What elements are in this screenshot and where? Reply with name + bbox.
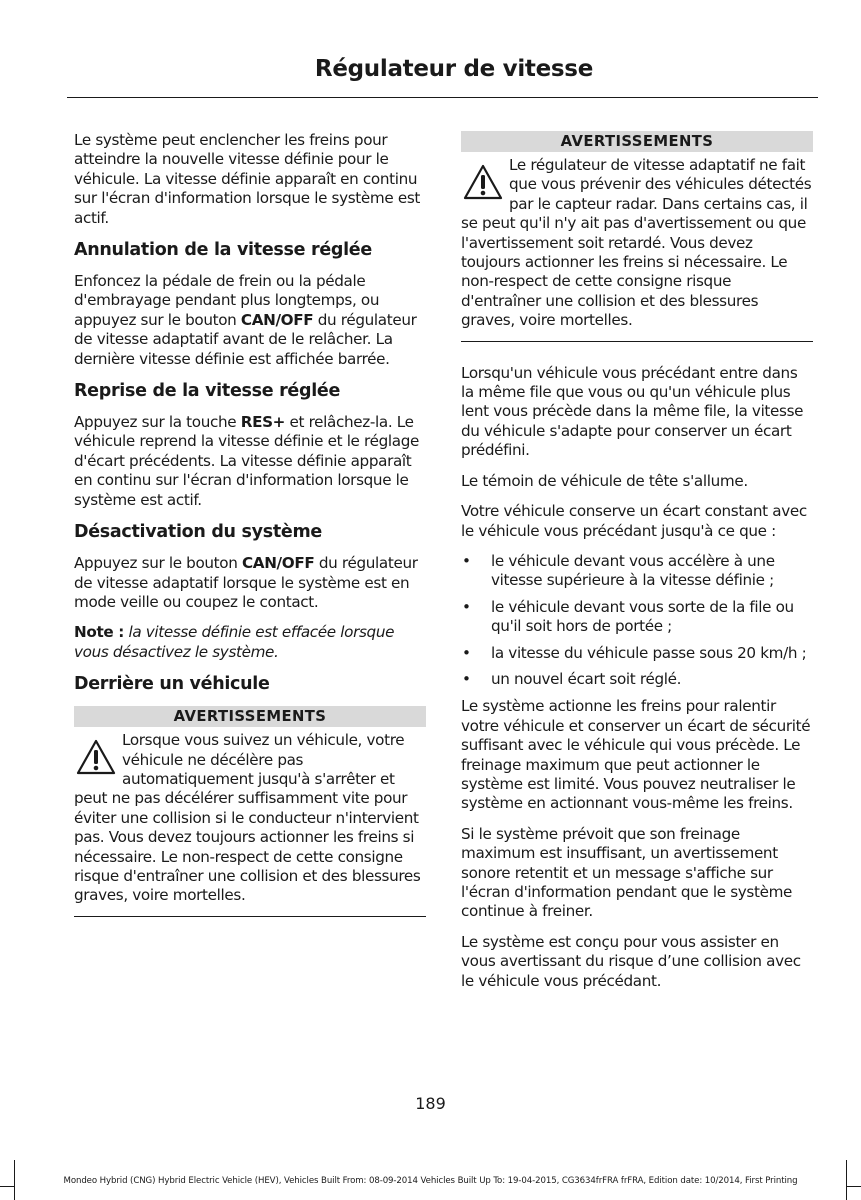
can-off-label: CAN/OFF — [240, 310, 314, 329]
paragraph-braking: Le système actionne les freins pour ralentir votre véhicule et conserver un écart de sécurité suffisant avec le véhicule qui vous précède. Le freinage maximum que peut actionner le système est limité. Vous pouvez neutraliser le système en actionnant vous-même les freins. — [461, 697, 811, 813]
res-plus-label: RES+ — [240, 413, 286, 432]
warning-body — [74, 731, 426, 917]
can-off-label: CAN/OFF — [242, 554, 315, 573]
deactivate-paragraph: Appuyez sur le bouton CAN/OFF du régulateur de vitesse adaptatif lorsque le système est en mode veille ou coupez le contact. — [74, 554, 418, 611]
crop-mark — [14, 1160, 15, 1200]
bullet-mark: • — [462, 597, 471, 616]
right-column — [461, 131, 813, 1002]
footer-edition-info: Mondeo Hybrid (CNG) Hybrid Electric Vehicle (HEV), Vehicles Built From: 08-09-2014 Vehicles Built Up To: 19-04-2015, CG3634frFRA frFRA, Edition date: 10/2014, First Printing — [63, 1176, 798, 1186]
warning-header: AVERTISSEMENTS — [461, 131, 813, 152]
heading-resume-speed: Reprise de la vitesse réglée — [74, 381, 341, 402]
list-item: • le véhicule devant vous accélère à une vitesse supérieure à la vitesse définie ; — [462, 551, 775, 590]
warning-text: Lorsque vous suivez un véhicule, votre véhicule ne décélère pas automatiquement jusqu'à s'arrêter et peut ne pas décélérer suffisamment vite pour éviter une collision si le conducteur n'intervient pas. Vous devez toujours actionner les freins si nécessaire. Le non-respect de cette consigne risque d'entraîner une collision et des blessures graves, voire mortelles. — [74, 731, 421, 905]
page-number: 189 — [415, 1094, 446, 1113]
warning-box — [461, 131, 813, 342]
list-item: • le véhicule devant vous sorte de la file ou qu'il soit hors de portée ; — [462, 597, 794, 636]
warning-text: Le régulateur de vitesse adaptatif ne fait que vous prévenir des véhicules détectés par le capteur radar. Dans certains cas, il se peut qu'il n'y ait pas d'avertissement ou que l'avertissement soit retardé. Vous devez toujours actionner les freins si nécessaire. Le non-respect de cette consigne risque d'entraîner une collision et des blessures graves, voire mortelles. — [461, 156, 812, 330]
warning-triangle-icon — [74, 733, 118, 781]
paragraph-insufficient-braking: Si le système prévoit que son freinage maximum est insuffisant, un avertissement sonore retentit et un message s'affiche sur l'écran d'information pendant que le système continue à freiner. — [461, 824, 793, 921]
paragraph-vehicle-enters: Lorsqu'un véhicule vous précédant entre dans la même file que vous ou qu'un véhicule plus lent vous précède dans la même file, la vitesse du véhicule s'adapte pour conserver un écart prédéfini. — [461, 363, 804, 460]
bullet-mark: • — [462, 551, 471, 570]
resume-paragraph: Appuyez sur la touche RES+ et relâchez-la. Le véhicule reprend la vitesse définie et le réglage d'écart précédents. La vitesse définie apparaît en continu sur l'écran d'information lorsque le système est actif. — [74, 413, 419, 509]
bullet-mark: • — [462, 669, 471, 688]
bullet-mark: • — [462, 643, 471, 662]
warning-box — [74, 706, 426, 917]
paragraph-constant-gap: Votre véhicule conserve un écart constant avec le véhicule vous précédant jusqu'à ce que : — [461, 502, 807, 540]
crop-mark — [847, 1186, 861, 1187]
page-title: Régulateur de vitesse — [314, 56, 593, 82]
paragraph-assist: Le système est conçu pour vous assister en vous avertissant du risque d’une collision avec le véhicule vous précédant. — [461, 932, 801, 990]
warning-body — [461, 156, 813, 342]
note-paragraph: Note : la vitesse définie est effacée lorsque vous désactivez le système. — [74, 623, 395, 661]
note-label: Note : — [74, 623, 124, 642]
cancel-paragraph: Enfoncez la pédale de frein ou la pédale d'embrayage pendant plus longtemps, ou appuyez sur le bouton CAN/OFF du régulateur de vitesse adaptatif avant de le relâcher. La dernière vitesse définie est affichée barrée. — [74, 272, 417, 368]
list-item: • la vitesse du véhicule passe sous 20 km/h ; — [462, 643, 807, 662]
list-item: • un nouvel écart soit réglé. — [462, 669, 682, 688]
paragraph-lead-indicator: Le témoin de véhicule de tête s'allume. — [461, 471, 748, 490]
intro-paragraph: Le système peut enclencher les freins pour atteindre la nouvelle vitesse définie pour le véhicule. La vitesse définie apparaît en continu sur l'écran d'information lorsque le système est actif. — [74, 131, 420, 227]
heading-behind-vehicle: Derrière un véhicule — [74, 674, 270, 695]
warning-header: AVERTISSEMENTS — [74, 706, 426, 727]
crop-mark — [846, 1160, 847, 1200]
title-divider — [67, 97, 818, 98]
left-column — [74, 131, 426, 929]
heading-cancel-speed: Annulation de la vitesse réglée — [74, 240, 372, 261]
heading-deactivate-system: Désactivation du système — [74, 522, 322, 543]
crop-mark — [0, 1186, 14, 1187]
conditions-list — [461, 552, 813, 689]
warning-triangle-icon — [461, 158, 505, 206]
